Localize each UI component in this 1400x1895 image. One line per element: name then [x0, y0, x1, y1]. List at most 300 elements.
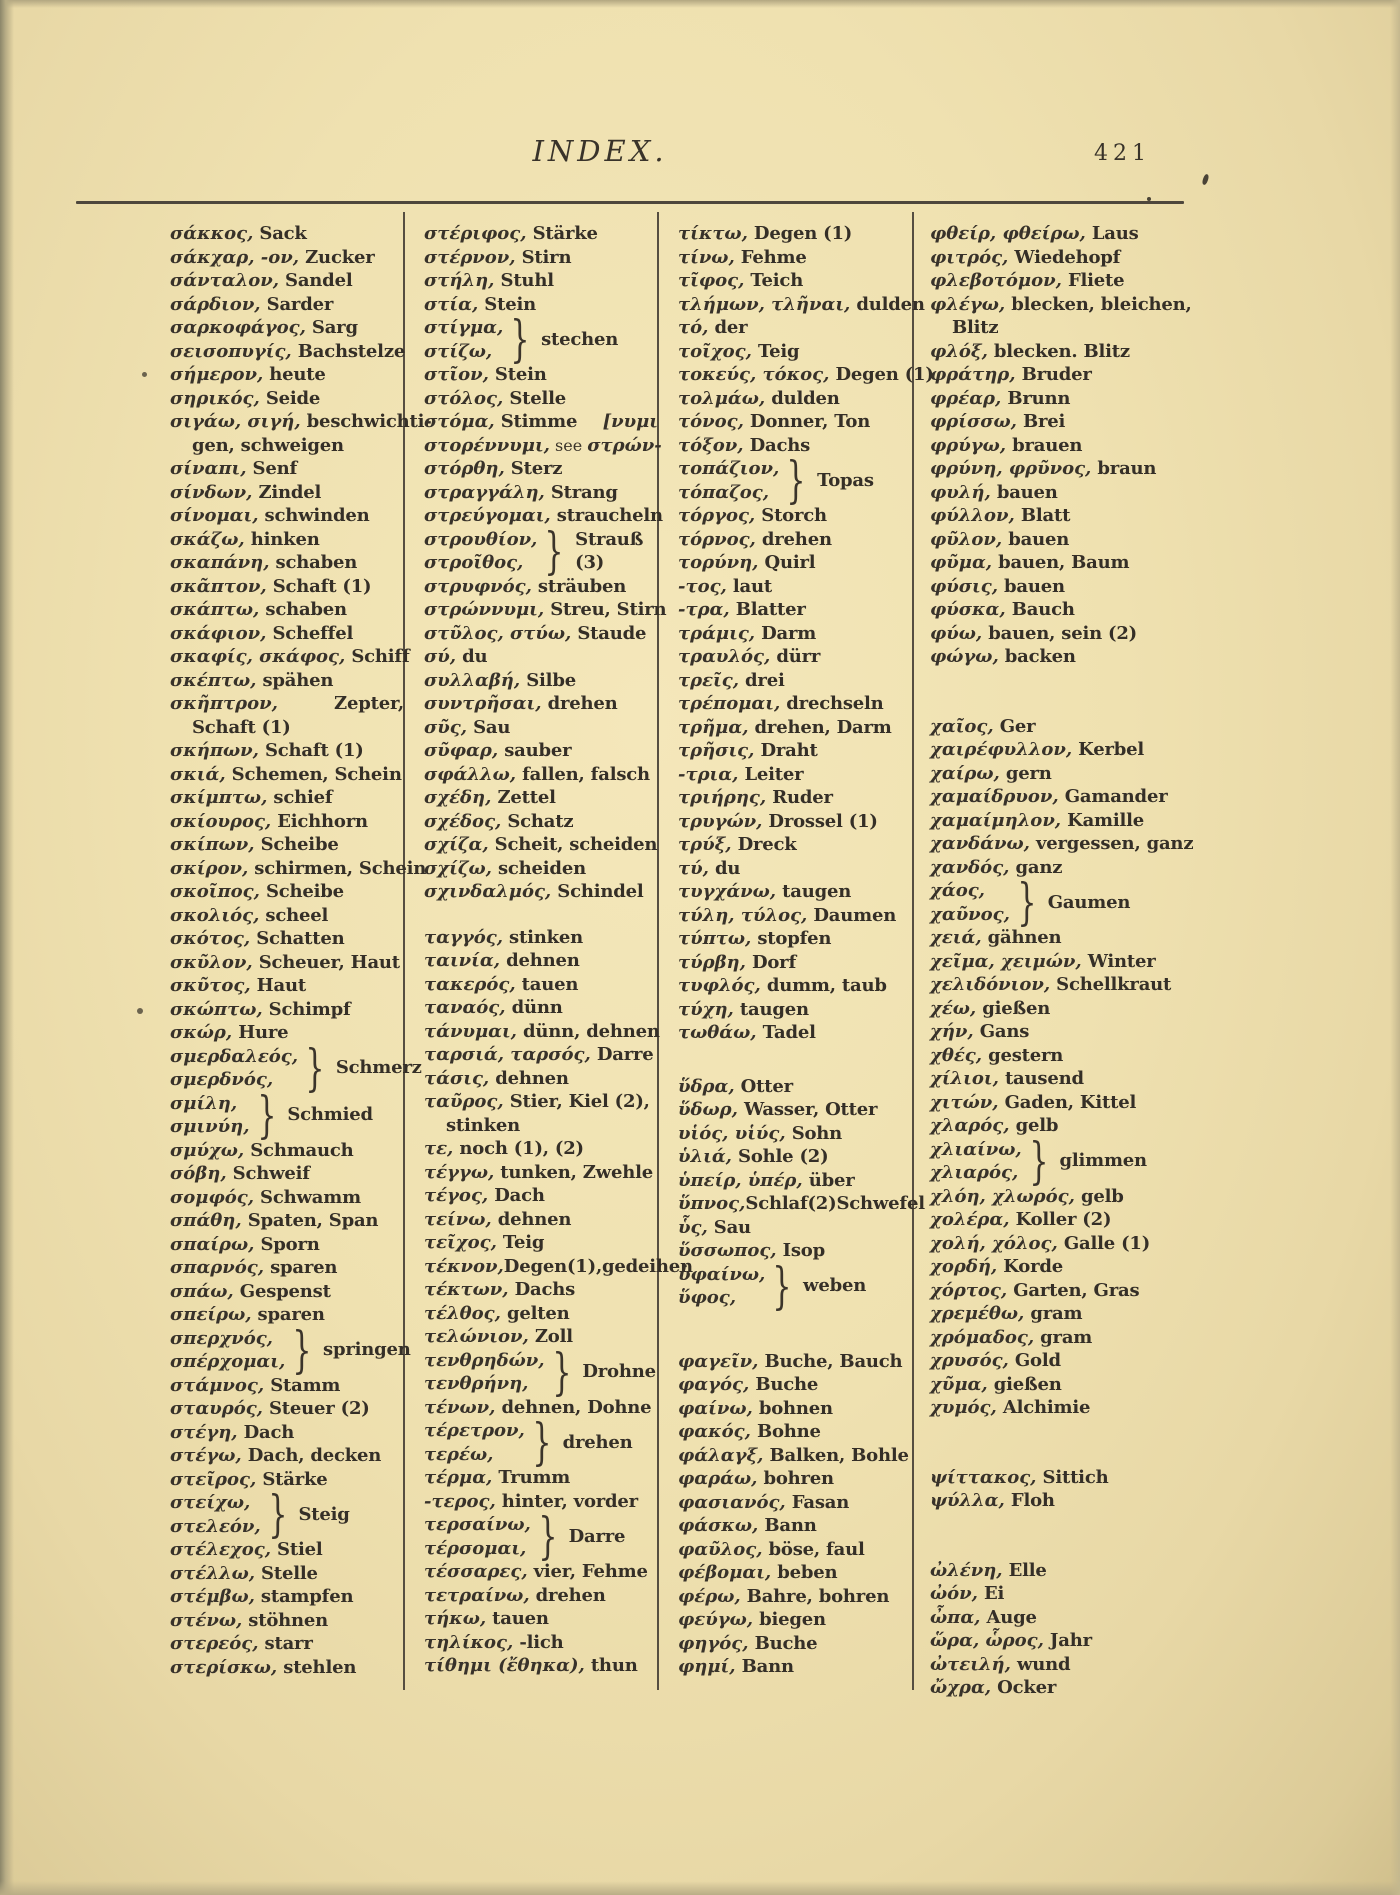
greek-term: τωθάω,	[678, 1022, 757, 1043]
greek-term: τόνος,	[678, 411, 744, 432]
index-entry	[678, 246, 914, 270]
index-entry	[424, 1513, 531, 1537]
german-gloss: Strauß (3)	[575, 528, 644, 573]
german-gloss: drehen	[541, 693, 618, 714]
german-gloss: Blatt	[1014, 505, 1071, 526]
greek-term: τρῆσις,	[678, 740, 755, 761]
index-entry	[930, 879, 1010, 903]
german-gloss: Buche	[748, 1632, 818, 1654]
index-entry	[170, 551, 404, 575]
german-gloss: Scheibe	[259, 881, 344, 902]
greek-term: σιγάω, σιγή,	[170, 411, 301, 432]
index-entry	[170, 927, 404, 951]
index-entry	[424, 786, 658, 810]
german-gloss: Bachstelze	[291, 340, 406, 362]
german-gloss: Wasser, Otter	[737, 1099, 878, 1120]
greek-term: σκέπτω,	[170, 669, 257, 691]
index-entry	[424, 481, 658, 505]
index-entry	[170, 951, 404, 975]
ink-speck	[1201, 173, 1209, 185]
greek-term: τάνυμαι,	[424, 1020, 517, 1042]
german-gloss: gähnen	[981, 927, 1062, 948]
index-entry	[170, 1162, 404, 1186]
index-entry	[678, 1561, 914, 1585]
german-gloss: vergessen, ganz	[1029, 833, 1194, 854]
greek-term: σκῦλον,	[170, 951, 253, 973]
index-entry	[424, 1278, 658, 1302]
index-entry	[170, 1280, 404, 1304]
page-title: INDEX.	[532, 134, 668, 168]
shared-gloss	[541, 328, 618, 352]
greek-term: σκῆπτρον,	[170, 693, 278, 714]
index-entry	[678, 1145, 914, 1169]
greek-term: τύ,	[678, 857, 709, 879]
greek-term: ὤχρα,	[930, 1677, 992, 1698]
greek-term: φῦλον,	[930, 528, 1003, 550]
german-gloss: drechseln	[780, 693, 884, 714]
index-entry	[424, 1231, 658, 1255]
greek-term: φηγός,	[678, 1632, 749, 1654]
index-entry	[678, 951, 914, 975]
shared-gloss	[569, 1525, 626, 1549]
index-entry	[424, 340, 503, 364]
index-entry	[424, 763, 658, 787]
german-gloss: gram	[1024, 1303, 1083, 1324]
german-gloss: blecken, bleichen,	[1005, 293, 1192, 315]
german-gloss: Zettel	[491, 787, 556, 808]
greek-term: τηλίκος,	[424, 1631, 514, 1653]
german-gloss: Schiff	[345, 646, 410, 667]
greek-term: ψύλλα,	[930, 1490, 1005, 1511]
index-entry	[170, 1609, 404, 1633]
greek-term: στόρθη,	[424, 458, 505, 479]
german-gloss: Steuer (2)	[262, 1398, 370, 1419]
index-entry	[424, 528, 537, 552]
german-gloss: tunken, Zwehle	[494, 1161, 653, 1183]
greek-term: σμινύη,	[170, 1116, 250, 1137]
index-entry	[678, 551, 914, 575]
greek-term: τάσις,	[424, 1067, 490, 1089]
greek-term: στέρνον,	[424, 246, 516, 268]
shared-gloss	[298, 1503, 349, 1527]
brace-glyph: }	[551, 1342, 571, 1401]
german-gloss: Degen (1)	[747, 223, 853, 244]
greek-term: σταυρός,	[170, 1398, 263, 1419]
index-entry	[930, 645, 1184, 669]
greek-term: τενθρήνη,	[424, 1373, 529, 1394]
greek-term: σκιά,	[170, 763, 226, 785]
column-gap	[930, 1513, 1184, 1559]
greek-term: σκολιός,	[170, 904, 260, 926]
german-gloss: Drossel (1)	[762, 810, 878, 832]
index-entry	[678, 1239, 914, 1263]
index-entry	[930, 715, 1184, 739]
greek-term: φύσκα,	[930, 599, 1006, 620]
greek-term: σάκκος,	[170, 223, 254, 244]
greek-term: σήμερον,	[170, 364, 264, 385]
german-gloss: Sittich	[1036, 1466, 1109, 1488]
greek-term: συντρῆσαι,	[424, 693, 542, 714]
greek-term: χαίρω,	[930, 762, 1000, 784]
german-gloss: Dach, decken	[241, 1445, 382, 1466]
german-gloss: Schemen, Schein	[225, 763, 402, 785]
german-gloss: Alchimie	[996, 1397, 1091, 1418]
brace-group	[424, 1413, 658, 1471]
greek-term: σομφός,	[170, 1186, 254, 1208]
index-entry	[930, 1091, 1184, 1115]
column-gap	[930, 669, 1184, 715]
german-gloss: Scheffel	[266, 622, 354, 644]
index-entry	[170, 904, 404, 928]
index-entry	[424, 1067, 658, 1091]
index-entry	[930, 1067, 1184, 1091]
greek-term: φαίνω,	[678, 1397, 753, 1419]
greek-term: στένω,	[170, 1609, 243, 1631]
greek-term: σάκχαρ, -ον,	[170, 246, 300, 268]
index-entry	[424, 973, 658, 997]
index-entry	[678, 763, 914, 787]
greek-term: σόβη,	[170, 1163, 227, 1184]
index-entry	[930, 1185, 1184, 1209]
index-entry	[424, 1349, 545, 1373]
greek-term: φημί,	[678, 1656, 736, 1677]
greek-term: ὑπείρ, ὑπέρ,	[678, 1169, 803, 1191]
brace-glyph: }	[292, 1320, 312, 1379]
greek-term: φλόξ,	[930, 340, 988, 362]
german-gloss: Darre	[590, 1044, 654, 1065]
greek-term: σκαπάνη,	[170, 552, 270, 573]
german-gloss: Elle	[1002, 1559, 1047, 1581]
index-entry	[424, 1090, 658, 1114]
german-gloss: Bann	[758, 1515, 817, 1536]
german-gloss: scheel	[259, 904, 329, 926]
german-gloss: dünn	[505, 997, 563, 1018]
greek-term: τύχη,	[678, 998, 734, 1020]
index-entry	[424, 1372, 545, 1396]
brace-glyph: }	[305, 1038, 325, 1097]
german-gloss: Stärke	[526, 223, 598, 244]
index-entry	[170, 434, 404, 458]
german-gloss: Stier, Kiel (2),	[503, 1091, 650, 1112]
index-entry	[424, 1631, 658, 1655]
index-entry	[170, 269, 404, 293]
greek-term: φαγός,	[678, 1374, 750, 1395]
greek-term: φθείρ, φθείρω,	[930, 223, 1086, 244]
greek-term: ὗς,	[678, 1216, 708, 1238]
brace-group	[424, 1507, 658, 1565]
german-gloss: Ei	[977, 1583, 1005, 1604]
german-gloss: stinken	[446, 1114, 520, 1136]
index-entry	[170, 1562, 404, 1586]
index-entry	[170, 857, 427, 881]
index-entry	[170, 1233, 404, 1257]
index-entry	[170, 316, 404, 340]
brace-glyph: }	[510, 310, 530, 368]
german-gloss: tausend	[998, 1068, 1084, 1089]
german-gloss: Darm	[755, 622, 817, 644]
greek-term: τύρβη,	[678, 951, 746, 973]
index-entry	[930, 1302, 1184, 1326]
german-gloss: Schimpf	[262, 998, 351, 1020]
german-gloss: ganz	[1009, 856, 1063, 878]
greek-term: τελώνιον,	[424, 1326, 529, 1347]
brace-glyph: }	[1017, 873, 1037, 931]
greek-term: τεῖχος,	[424, 1232, 497, 1253]
greek-term: τόπαζος,	[678, 481, 770, 503]
german-gloss: Silbe	[520, 669, 576, 691]
german-gloss: Ocker	[991, 1677, 1057, 1698]
german-gloss: der	[708, 317, 748, 338]
index-entry	[170, 1256, 404, 1280]
greek-term: στρών-	[587, 434, 662, 456]
german-gloss: Schmied	[287, 1104, 373, 1126]
greek-term: χέω,	[930, 997, 977, 1019]
greek-term: τό,	[678, 317, 709, 338]
index-entry	[930, 1606, 1184, 1630]
german-gloss: Stamm	[264, 1374, 341, 1396]
german-gloss: taugen	[776, 881, 852, 902]
greek-term: χαμαίμηλον,	[930, 809, 1062, 831]
german-gloss: Buche	[749, 1374, 819, 1395]
page-edge-shadow-left	[0, 0, 14, 1895]
index-entry	[930, 1466, 1184, 1490]
german-gloss: taugen	[733, 998, 809, 1020]
german-gloss: bauen	[990, 481, 1058, 503]
ink-speck	[137, 1008, 143, 1014]
index-entry	[678, 1286, 765, 1310]
greek-term: τακερός,	[424, 973, 516, 995]
index-entry	[930, 1349, 1184, 1373]
german-gloss: bauen	[1002, 528, 1070, 550]
german-gloss: Draht	[754, 740, 818, 761]
german-gloss: stinken	[502, 926, 584, 948]
german-gloss: thun	[584, 1655, 638, 1676]
greek-term: στῖον,	[424, 364, 489, 385]
greek-term: στόμα,	[424, 411, 495, 432]
index-entry	[424, 1114, 658, 1138]
german-gloss: Stirn	[515, 246, 572, 268]
german-gloss: Staude	[571, 622, 647, 644]
german-gloss: Brei	[1016, 411, 1066, 432]
index-entry	[424, 739, 658, 763]
greek-term: σκάφιον,	[170, 622, 267, 644]
greek-term: ταρσιά, ταρσός,	[424, 1044, 591, 1065]
greek-term: ὥρα, ὧρος,	[930, 1630, 1044, 1651]
index-entry	[678, 1655, 914, 1679]
greek-term: σάνταλον,	[170, 270, 279, 291]
index-entry	[170, 763, 404, 787]
index-entry	[170, 1421, 404, 1445]
german-gloss: Sohn	[785, 1122, 843, 1144]
greek-term: τενθρηδών,	[424, 1349, 545, 1371]
greek-term: στρώννυμι,	[424, 599, 545, 620]
german-gloss: Schmerz	[335, 1057, 422, 1079]
german-gloss: drehen	[755, 528, 832, 550]
greek-term: ταῦρος,	[424, 1091, 504, 1112]
index-entry	[930, 1676, 1184, 1700]
index-entry	[930, 1373, 1184, 1397]
brace-group	[170, 1320, 411, 1379]
german-gloss: stöhnen	[242, 1609, 329, 1631]
brace-group	[424, 1342, 658, 1401]
index-entry	[424, 1537, 531, 1561]
index-entry	[930, 856, 1184, 880]
column-gap	[424, 904, 658, 926]
german-gloss: Zindel	[252, 481, 322, 503]
greek-term: σμίλη,	[170, 1092, 238, 1114]
index-entry	[678, 857, 914, 881]
german-gloss: brauen	[1006, 434, 1083, 456]
index-entry	[424, 551, 537, 575]
greek-term: τέγγω,	[424, 1161, 495, 1183]
greek-term: στρουθίον,	[424, 528, 538, 550]
greek-term: σίναπι,	[170, 458, 247, 479]
greek-term: φρύγω,	[930, 434, 1007, 456]
index-entry	[170, 1092, 250, 1116]
greek-term: ὑλιά,	[678, 1146, 732, 1167]
brace-glyph: }	[1029, 1131, 1049, 1190]
index-entry	[170, 1021, 404, 1045]
greek-term: σκίπων,	[170, 834, 255, 855]
shared-gloss	[1059, 1149, 1147, 1173]
index-entry	[678, 692, 914, 716]
shared-gloss	[1048, 891, 1131, 915]
greek-term: στάμνος,	[170, 1374, 265, 1396]
greek-term: σπείρω,	[170, 1304, 252, 1325]
german-gloss: dehnen	[491, 1208, 572, 1230]
german-gloss: Schatz	[501, 810, 574, 832]
greek-term: τύπτω,	[678, 928, 752, 949]
index-entry	[424, 1043, 658, 1067]
index-entry	[170, 363, 404, 387]
greek-term: στέγη,	[170, 1421, 238, 1443]
german-gloss: Daumen	[807, 904, 897, 926]
index-entry	[424, 716, 658, 740]
german-gloss: schief	[267, 787, 333, 808]
german-gloss: blecken. Blitz	[987, 340, 1130, 362]
greek-term: σχέδη,	[424, 787, 492, 808]
german-gloss: gelb	[1074, 1185, 1124, 1207]
index-entry	[424, 1255, 693, 1279]
index-entry	[170, 1209, 404, 1233]
german-gloss: Topas	[817, 469, 874, 491]
greek-term: ὕφος,	[678, 1287, 737, 1308]
german-gloss: springen	[323, 1339, 411, 1361]
greek-term: στερίσκω,	[170, 1656, 278, 1678]
index-entry	[678, 1514, 914, 1538]
greek-term: τόξον,	[678, 434, 744, 456]
german-gloss: Sarder	[260, 293, 334, 315]
greek-term: χυμός,	[930, 1397, 997, 1418]
german-gloss: Drohne	[582, 1361, 656, 1383]
index-entry	[170, 1444, 404, 1468]
index-entry	[424, 457, 658, 481]
greek-term: ταναός,	[424, 997, 506, 1018]
shared-gloss	[575, 528, 658, 575]
ink-speck	[142, 372, 147, 377]
german-gloss: Winter	[1081, 950, 1156, 972]
index-entry	[424, 926, 658, 950]
greek-term: χαῖος,	[930, 715, 994, 737]
index-entry	[170, 622, 404, 646]
german-gloss: Storch	[755, 505, 827, 526]
index-entry	[678, 598, 914, 622]
german-gloss: tauen	[515, 973, 579, 995]
index-entry	[930, 410, 1184, 434]
german-gloss: bauen, sein (2)	[982, 622, 1137, 644]
german-gloss: Strang	[544, 481, 618, 503]
german-gloss: stechen	[541, 328, 619, 350]
german-gloss: gram	[1034, 1326, 1093, 1348]
index-entry	[678, 645, 914, 669]
index-entry	[424, 996, 658, 1020]
index-entry	[678, 880, 914, 904]
greek-term: τοκεύς, τόκος,	[678, 364, 830, 385]
greek-term: στίζω,	[424, 340, 493, 362]
index-entry	[930, 622, 1184, 646]
greek-term: τολμάω,	[678, 387, 766, 409]
index-entry	[678, 1169, 914, 1193]
greek-term: σπέρχομαι,	[170, 1351, 286, 1372]
index-entry	[424, 1161, 658, 1185]
greek-term: σκίουρος,	[170, 810, 272, 832]
greek-term: ὠλένη,	[930, 1559, 1003, 1581]
index-entry	[930, 551, 1184, 575]
brace-glyph: }	[532, 1413, 552, 1471]
shared-gloss	[563, 1431, 633, 1455]
greek-term: ὦπα,	[930, 1606, 981, 1628]
german-gloss: Balken, Bohle	[763, 1444, 909, 1466]
index-entry	[930, 1255, 1184, 1279]
index-entry	[930, 926, 1184, 950]
greek-term: στείχω,	[170, 1492, 251, 1513]
greek-term: σκαφίς, σκάφος,	[170, 646, 346, 667]
german-gloss: Schwamm	[253, 1186, 361, 1208]
german-gloss: Stärke	[256, 1468, 328, 1490]
german-gloss: Scheibe	[254, 834, 339, 855]
greek-term: χανδάνω,	[930, 833, 1030, 854]
greek-term: στροῖθος,	[424, 552, 524, 573]
index-entry	[170, 575, 404, 599]
greek-term: στέλεχος,	[170, 1539, 271, 1560]
german-gloss: Schlaf(2)Schwefel	[745, 1193, 925, 1214]
greek-term: τένων,	[424, 1396, 496, 1418]
german-gloss: Schaft (1)	[192, 716, 291, 738]
index-entry	[930, 1559, 1184, 1583]
german-gloss: Isop	[776, 1240, 825, 1261]
index-entry	[678, 1585, 914, 1609]
index-entry	[930, 1629, 1184, 1653]
greek-term: χολή, χόλος,	[930, 1232, 1058, 1254]
greek-term: στήλη,	[424, 270, 495, 291]
greek-term: τερσαίνω,	[424, 1514, 531, 1535]
index-entry	[170, 246, 404, 270]
german-gloss: dehnen, Dohne	[495, 1396, 652, 1418]
index-entry	[170, 716, 404, 740]
german-gloss: gießen	[976, 997, 1051, 1019]
index-entry	[930, 809, 1184, 833]
index-entry	[678, 786, 914, 810]
german-gloss: Blatter	[729, 599, 806, 620]
greek-term: ταινία,	[424, 950, 500, 971]
greek-term: στόλος,	[424, 387, 504, 409]
index-entry	[170, 1632, 404, 1656]
greek-term: φέβομαι,	[678, 1562, 772, 1583]
index-entry	[170, 222, 404, 246]
greek-term: σίνομαι,	[170, 505, 259, 526]
index-column-3	[678, 222, 934, 1679]
german-gloss: gern	[999, 762, 1052, 784]
